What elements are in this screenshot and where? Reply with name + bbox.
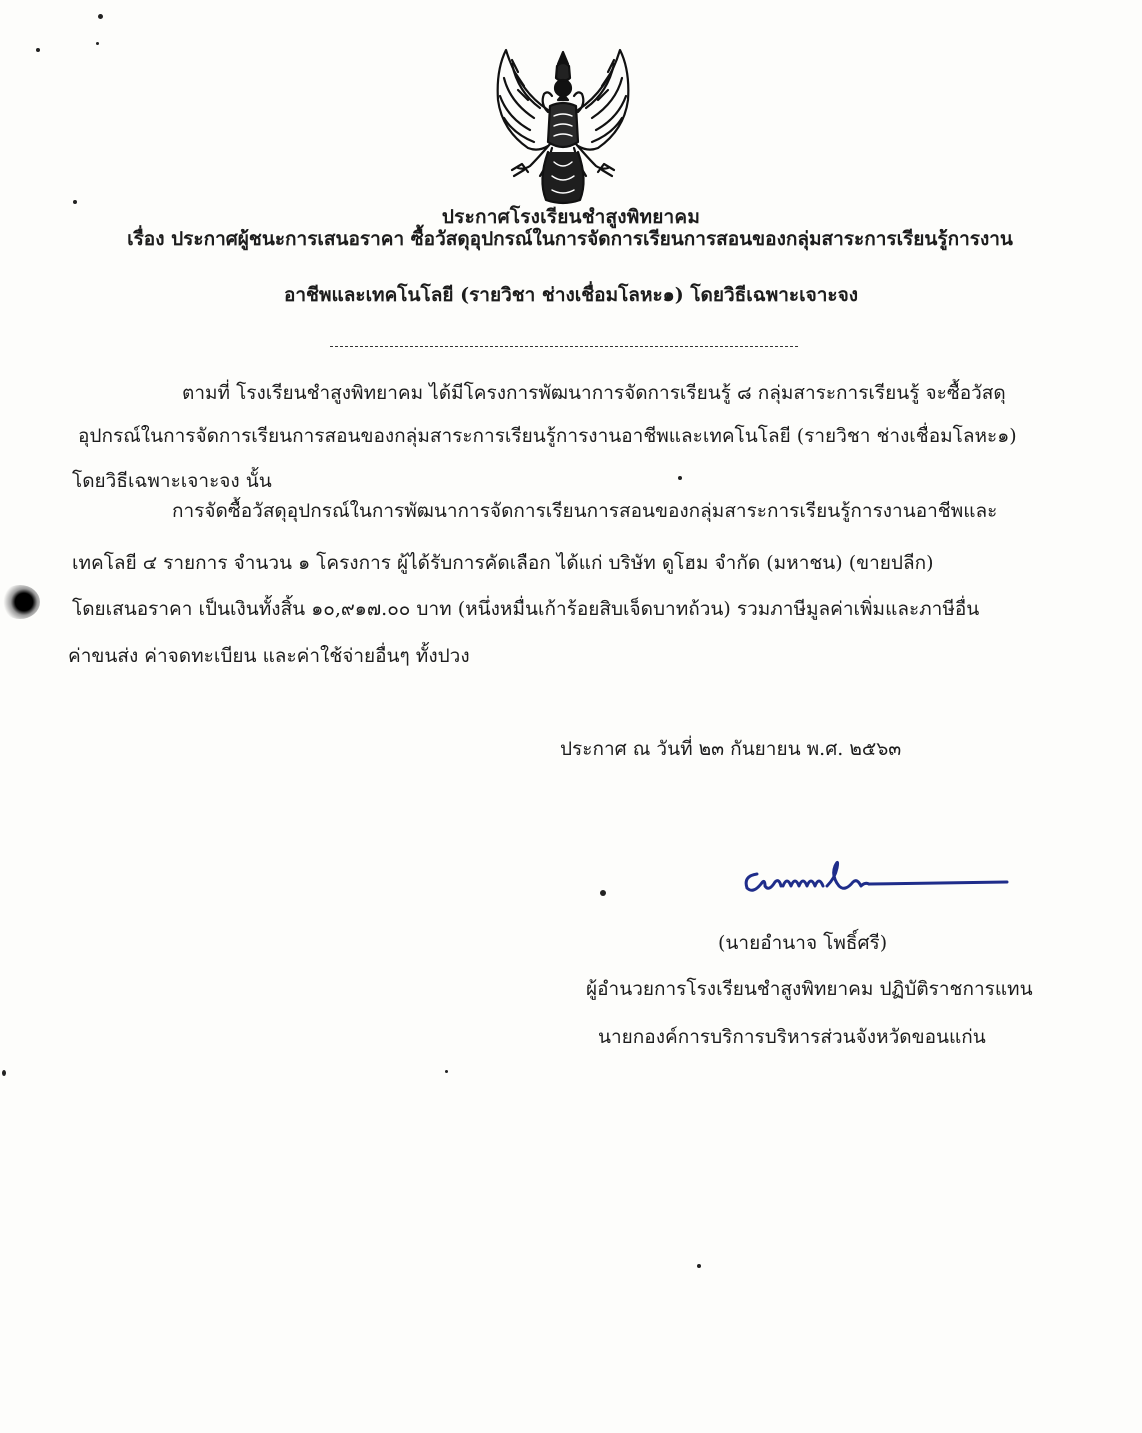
paragraph2-line3: โดยเสนอราคา เป็นเงินทั้งสิ้น ๑๐,๙๑๗.๐๐ บาท (หนึ่งหมื่นเก้าร้อยสิบเจ็ดบาทถ้วน) รวมภาษีมูลค่าเพิ่มและภาษีอื่น [72,598,980,620]
announcement-date: ประกาศ ณ วันที่ ๒๓ กันยายน พ.ศ. ๒๕๖๓ [560,738,902,760]
paragraph1-line3: โดยวิธีเฉพาะเจาะจง นั้น [72,470,272,492]
scan-speck [96,42,99,45]
scan-speck [98,14,103,19]
signatory-name: (นายอำนาจ โพธิ์ศรี) [718,932,888,954]
paragraph2-line1: การจัดซื้อวัสดุอุปกรณ์ในการพัฒนาการจัดการเรียนการสอนของกลุ่มสาระการเรียนรู้การงานอาชีพและ [172,500,998,522]
announcement-title: ประกาศโรงเรียนชำสูงพิทยาคม [441,206,701,228]
scan-speck [445,1070,448,1073]
announcement-subject-line2: อาชีพและเทคโนโลยี (รายวิชา ช่างเชื่อมโลหะ๑) โดยวิธีเฉพาะเจาะจง [283,284,859,306]
announcement-subject-line1: เรื่อง ประกาศผู้ชนะการเสนอราคา ซื้อวัสดุอุปกรณ์ในการจัดการเรียนการสอนของกลุ่มสาระการเรียนรู้การงาน [127,228,1013,250]
scan-speck [678,476,682,480]
paragraph1-line2: อุปกรณ์ในการจัดการเรียนการสอนของกลุ่มสาระการเรียนรู้การงานอาชีพและเทคโนโลยี (รายวิชา ช่างเชื่อมโลหะ๑) [78,425,1017,447]
heading-divider [330,346,798,347]
scan-speck [697,1264,701,1268]
scan-speck [36,48,40,52]
scan-speck [600,890,606,896]
handwritten-signature [735,852,1010,902]
signatory-position-line2: นายกองค์การบริการบริหารส่วนจังหวัดขอนแก่น [598,1026,986,1048]
paragraph2-line4: ค่าขนส่ง ค่าจดทะเบียน และค่าใช้จ่ายอื่นๆ ทั้งปวง [68,645,470,667]
garuda-emblem-icon [478,30,648,210]
scan-speck [2,1070,6,1076]
signatory-position-line1: ผู้อำนวยการโรงเรียนชำสูงพิทยาคม ปฏิบัติราชการแทน [586,978,1033,1000]
scan-shadow [0,585,40,619]
paragraph2-line2: เทคโลยี ๔ รายการ จำนวน ๑ โครงการ ผู้ได้รับการคัดเลือก ได้แก่ บริษัท ดูโฮม จำกัด (มหาชน) (ขายปลีก) [72,552,934,574]
paragraph1-line1: ตามที่ โรงเรียนชำสูงพิทยาคม ได้มีโครงการพัฒนาการจัดการเรียนรู้ ๘ กลุ่มสาระการเรียนรู้ จะซื้อวัสดุ [182,382,1006,404]
